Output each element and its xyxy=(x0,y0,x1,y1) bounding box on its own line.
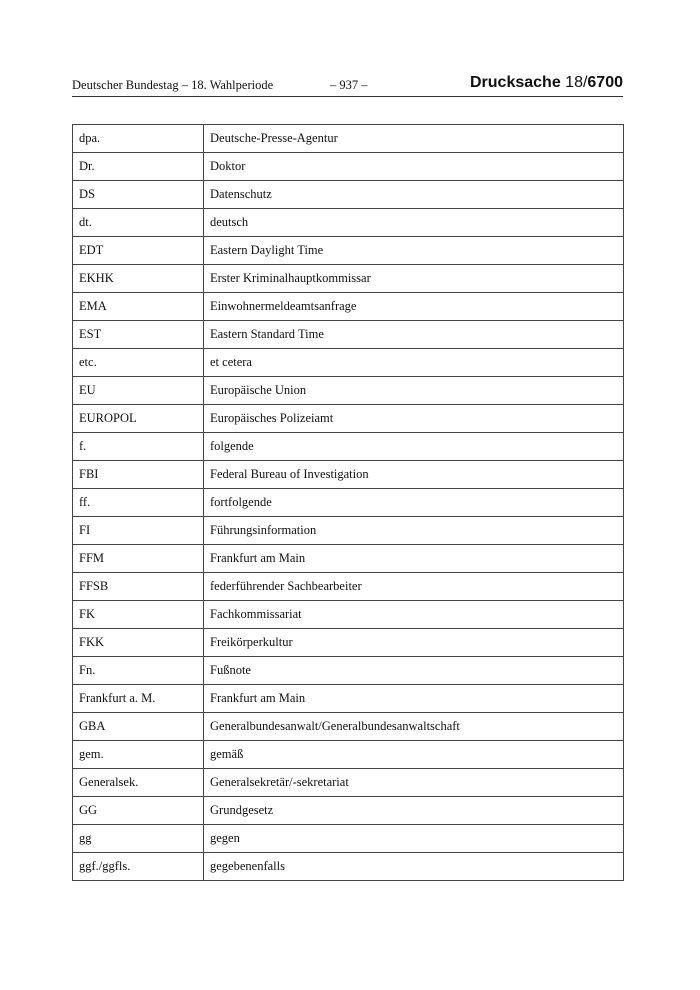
meaning-cell: gemäß xyxy=(204,741,624,769)
abbreviation-table xyxy=(72,124,624,881)
table-row xyxy=(73,237,624,265)
meaning-cell: Europäische Union xyxy=(204,377,624,405)
table-row xyxy=(73,685,624,713)
meaning-cell: Freikörperkultur xyxy=(204,629,624,657)
abbreviation-cell: FI xyxy=(73,517,204,545)
abbreviation-cell: EUROPOL xyxy=(73,405,204,433)
abbreviation-cell: FK xyxy=(73,601,204,629)
meaning-cell: Generalsekretär/-sekretariat xyxy=(204,769,624,797)
abbreviation-cell: EDT xyxy=(73,237,204,265)
document-number-period: 18/ xyxy=(560,74,588,91)
abbreviation-cell: f. xyxy=(73,433,204,461)
meaning-cell: Federal Bureau of Investigation xyxy=(204,461,624,489)
table-row xyxy=(73,125,624,153)
meaning-cell: gegen xyxy=(204,825,624,853)
table-row xyxy=(73,517,624,545)
abbreviation-cell: EMA xyxy=(73,293,204,321)
abbreviation-cell: GBA xyxy=(73,713,204,741)
table-row xyxy=(73,657,624,685)
abbreviation-cell: Frankfurt a. M. xyxy=(73,685,204,713)
meaning-cell: Fußnote xyxy=(204,657,624,685)
abbreviation-cell: etc. xyxy=(73,349,204,377)
abbreviation-table-body xyxy=(73,125,624,881)
table-row xyxy=(73,405,624,433)
abbreviation-cell: GG xyxy=(73,797,204,825)
document-number-label: Drucksache xyxy=(470,74,561,91)
abbreviation-cell: FBI xyxy=(73,461,204,489)
meaning-cell: Frankfurt am Main xyxy=(204,685,624,713)
table-row xyxy=(73,713,624,741)
abbreviation-cell: gg xyxy=(73,825,204,853)
abbreviation-cell: EU xyxy=(73,377,204,405)
meaning-cell: Doktor xyxy=(204,153,624,181)
table-row xyxy=(73,349,624,377)
document-number xyxy=(470,74,623,92)
table-row xyxy=(73,461,624,489)
abbreviation-cell: DS xyxy=(73,181,204,209)
table-row xyxy=(73,769,624,797)
meaning-cell: et cetera xyxy=(204,349,624,377)
abbreviation-cell: EST xyxy=(73,321,204,349)
meaning-cell: folgende xyxy=(204,433,624,461)
abbreviation-cell: Dr. xyxy=(73,153,204,181)
abbreviation-cell: dt. xyxy=(73,209,204,237)
meaning-cell: Generalbundesanwalt/Generalbundesanwaltschaft xyxy=(204,713,624,741)
meaning-cell: Fachkommissariat xyxy=(204,601,624,629)
meaning-cell: Deutsche-Presse-Agentur xyxy=(204,125,624,153)
table-row xyxy=(73,573,624,601)
meaning-cell: Frankfurt am Main xyxy=(204,545,624,573)
header-publication: Deutscher Bundestag – 18. Wahlperiode xyxy=(72,78,274,92)
table-row xyxy=(73,321,624,349)
table-row xyxy=(73,293,624,321)
document-number-id: 6700 xyxy=(587,74,623,91)
abbreviation-cell: FFSB xyxy=(73,573,204,601)
abbreviation-cell: FFM xyxy=(73,545,204,573)
meaning-cell: Erster Kriminalhauptkommissar xyxy=(204,265,624,293)
table-row xyxy=(73,433,624,461)
page-number: – 937 – xyxy=(330,78,368,92)
table-row xyxy=(73,545,624,573)
meaning-cell: Europäisches Polizeiamt xyxy=(204,405,624,433)
table-row xyxy=(73,741,624,769)
table-row xyxy=(73,797,624,825)
abbreviation-cell: gem. xyxy=(73,741,204,769)
meaning-cell: Eastern Daylight Time xyxy=(204,237,624,265)
meaning-cell: Führungsinformation xyxy=(204,517,624,545)
meaning-cell: Einwohnermeldeamtsanfrage xyxy=(204,293,624,321)
meaning-cell: Eastern Standard Time xyxy=(204,321,624,349)
meaning-cell: Grundgesetz xyxy=(204,797,624,825)
abbreviation-cell: ggf./ggfls. xyxy=(73,853,204,881)
abbreviation-cell: Generalsek. xyxy=(73,769,204,797)
meaning-cell: Datenschutz xyxy=(204,181,624,209)
abbreviation-cell: EKHK xyxy=(73,265,204,293)
abbreviation-cell: Fn. xyxy=(73,657,204,685)
table-row xyxy=(73,825,624,853)
meaning-cell: fortfolgende xyxy=(204,489,624,517)
abbreviation-cell: dpa. xyxy=(73,125,204,153)
table-row xyxy=(73,629,624,657)
abbreviation-cell: ff. xyxy=(73,489,204,517)
abbreviation-cell: FKK xyxy=(73,629,204,657)
table-row xyxy=(73,853,624,881)
table-row xyxy=(73,377,624,405)
table-row xyxy=(73,265,624,293)
table-row xyxy=(73,153,624,181)
table-row xyxy=(73,601,624,629)
page-header xyxy=(72,76,623,97)
meaning-cell: gegebenenfalls xyxy=(204,853,624,881)
table-row xyxy=(73,181,624,209)
meaning-cell: deutsch xyxy=(204,209,624,237)
table-row xyxy=(73,209,624,237)
table-row xyxy=(73,489,624,517)
meaning-cell: federführender Sachbearbeiter xyxy=(204,573,624,601)
